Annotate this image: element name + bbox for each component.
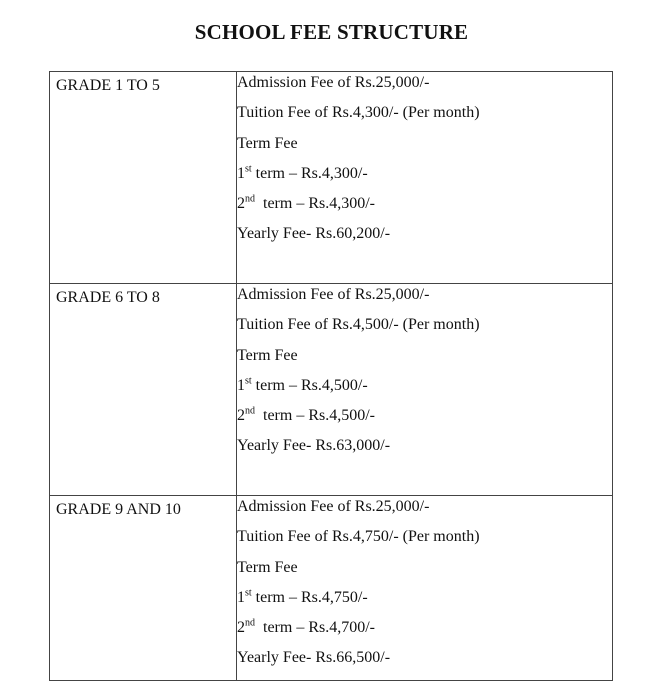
- term-number: 1: [237, 376, 245, 394]
- tuition-fee: Tuition Fee of Rs.4,750/- (Per month): [237, 528, 480, 546]
- ordinal-suffix: st: [245, 163, 252, 175]
- fee-table: [49, 71, 613, 681]
- fee-details-cell: [237, 72, 613, 284]
- term-fee-heading: Term Fee: [237, 558, 298, 576]
- term-number: 2: [237, 619, 245, 637]
- table-row: [50, 496, 613, 681]
- table-row: [50, 284, 613, 496]
- ordinal-suffix: st: [245, 375, 252, 387]
- fee-details-cell: [237, 284, 613, 496]
- term-amount: term – Rs.4,700/-: [255, 619, 375, 637]
- grade-cell: [50, 72, 237, 284]
- tuition-fee: Tuition Fee of Rs.4,500/- (Per month): [237, 316, 480, 334]
- grade-cell: [50, 496, 237, 681]
- admission-fee: Admission Fee of Rs.25,000/-: [237, 74, 430, 91]
- first-term-fee: [237, 587, 612, 617]
- second-term-fee: [237, 193, 612, 223]
- second-term-fee: [237, 617, 612, 647]
- grade-label: GRADE 1 TO 5: [56, 77, 160, 94]
- term-fee-heading: Term Fee: [237, 134, 298, 152]
- term-amount: term – Rs.4,500/-: [255, 407, 375, 425]
- ordinal-suffix: nd: [245, 193, 255, 205]
- tuition-fee: Tuition Fee of Rs.4,300/- (Per month): [237, 104, 480, 122]
- term-amount: term – Rs.4,750/-: [251, 588, 368, 606]
- ordinal-suffix: nd: [245, 405, 255, 417]
- grade-label: GRADE 6 TO 8: [56, 289, 160, 306]
- first-term-fee: [237, 163, 612, 193]
- admission-fee: Admission Fee of Rs.25,000/-: [237, 498, 430, 515]
- yearly-fee: Yearly Fee- Rs.66,500/-: [237, 649, 391, 667]
- yearly-fee: Yearly Fee- Rs.60,200/-: [237, 225, 391, 243]
- term-amount: term – Rs.4,300/-: [251, 164, 368, 182]
- term-amount: term – Rs.4,300/-: [255, 195, 375, 213]
- second-term-fee: [237, 405, 612, 435]
- term-fee-heading: Term Fee: [237, 346, 298, 364]
- ordinal-suffix: st: [245, 587, 252, 599]
- ordinal-suffix: nd: [245, 617, 255, 629]
- table-row: [50, 72, 613, 284]
- page-title: SCHOOL FEE STRUCTURE: [194, 20, 469, 44]
- grade-label: GRADE 9 AND 10: [56, 501, 181, 518]
- term-amount: term – Rs.4,500/-: [251, 376, 368, 394]
- admission-fee: Admission Fee of Rs.25,000/-: [237, 286, 430, 303]
- yearly-fee: Yearly Fee- Rs.63,000/-: [237, 437, 391, 455]
- term-number: 2: [237, 195, 245, 213]
- term-number: 1: [237, 164, 245, 182]
- first-term-fee: [237, 375, 612, 405]
- grade-cell: [50, 284, 237, 496]
- term-number: 1: [237, 588, 245, 606]
- term-number: 2: [237, 407, 245, 425]
- fee-details-cell: [237, 496, 613, 681]
